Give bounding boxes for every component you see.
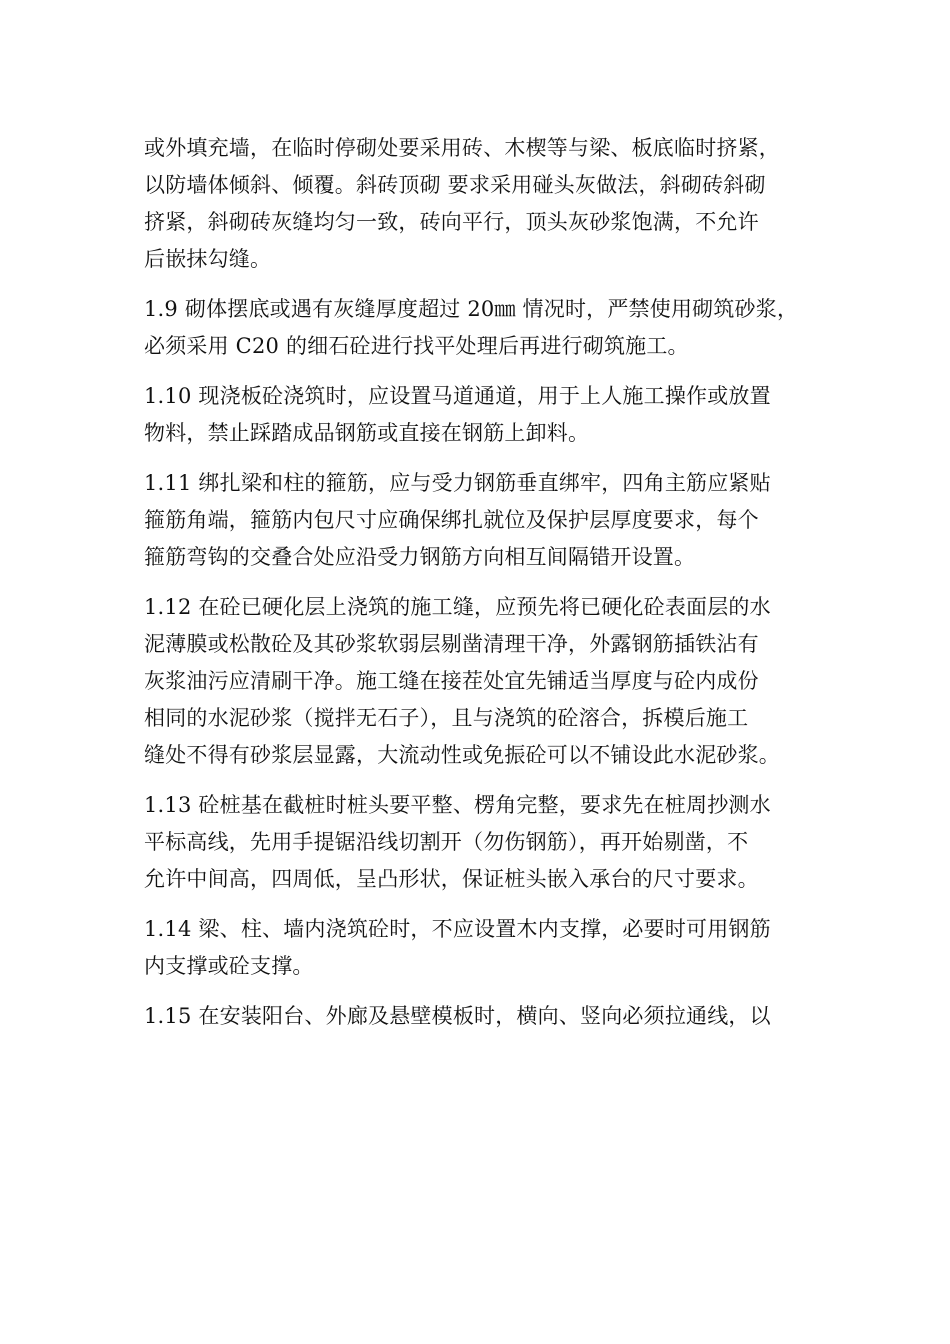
text-line: 相同的水泥砂浆（搅拌无石子），且与浇筑的砼溶合，拆模后施工: [144, 706, 749, 730]
text-line: 1.10 现浇板砼浇筑时，应设置马道通道，用于上人施工操作或放置: [144, 384, 771, 408]
text-line: 平标高线，先用手提锯沿线切割开（勿伤钢筋），再开始剔凿，不: [144, 830, 749, 854]
text-line: 1.13 砼桩基在截桩时桩头要平整、楞角完整，要求先在桩周抄测水: [144, 793, 771, 817]
text-line: 以防墙体倾斜、倾覆。斜砖顶砌 要求采用碰头灰做法，斜砌砖斜砌: [144, 173, 766, 197]
text-line: 物料，禁止踩踏成品钢筋或直接在钢筋上卸料。: [144, 421, 590, 445]
text-line: 1.11 绑扎梁和柱的箍筋，应与受力钢筋垂直绑牢，四角主筋应紧贴: [144, 471, 771, 495]
document-body: [144, 130, 816, 1035]
text-line: 必须采用 C20 的细石砼进行找平处理后再进行砌筑施工。: [144, 334, 689, 358]
text-line: 内支撑或砼支撑。: [144, 954, 314, 978]
text-line: 或外填充墙，在临时停砌处要采用砖、木楔等与梁、板底临时挤紧，: [144, 136, 780, 160]
text-line: 灰浆油污应清刷干净。施工缝在接茬处宜先铺适当厚度与砼内成份: [144, 669, 759, 693]
text-line: 1.12 在砼已硬化层上浇筑的施工缝，应预先将已硬化砼表面层的水: [144, 595, 771, 619]
text-line: 1.9 砌体摆底或遇有灰缝厚度超过 20㎜ 情况时，严禁使用砌筑砂浆，: [144, 297, 799, 321]
text-line: 缝处不得有砂浆层显露，大流动性或免振砼可以不铺设此水泥砂浆。: [144, 743, 780, 767]
text-line: 后嵌抹勾缝。: [144, 247, 272, 271]
text-line: 箍筋角端，箍筋内包尺寸应确保绑扎就位及保护层厚度要求，每个: [144, 508, 759, 532]
text-line: 泥薄膜或松散砼及其砂浆软弱层剔凿清理干净，外露钢筋插铁沾有: [144, 632, 759, 656]
text-line: 1.14 梁、柱、墙内浇筑砼时，不应设置木内支撑，必要时可用钢筋: [144, 917, 771, 941]
text-line: 挤紧，斜砌砖灰缝均匀一致，砖向平行，顶头灰砂浆饱满，不允许: [144, 210, 759, 234]
text-line: 箍筋弯钩的交叠合处应沿受力钢筋方向相互间隔错开设置。: [144, 545, 696, 569]
text-line: 1.15 在安装阳台、外廊及悬壁模板时，横向、竖向必须拉通线，以: [144, 1004, 771, 1028]
text-line: 允许中间高，四周低，呈凸形状，保证桩头嵌入承台的尺寸要求。: [144, 867, 759, 891]
